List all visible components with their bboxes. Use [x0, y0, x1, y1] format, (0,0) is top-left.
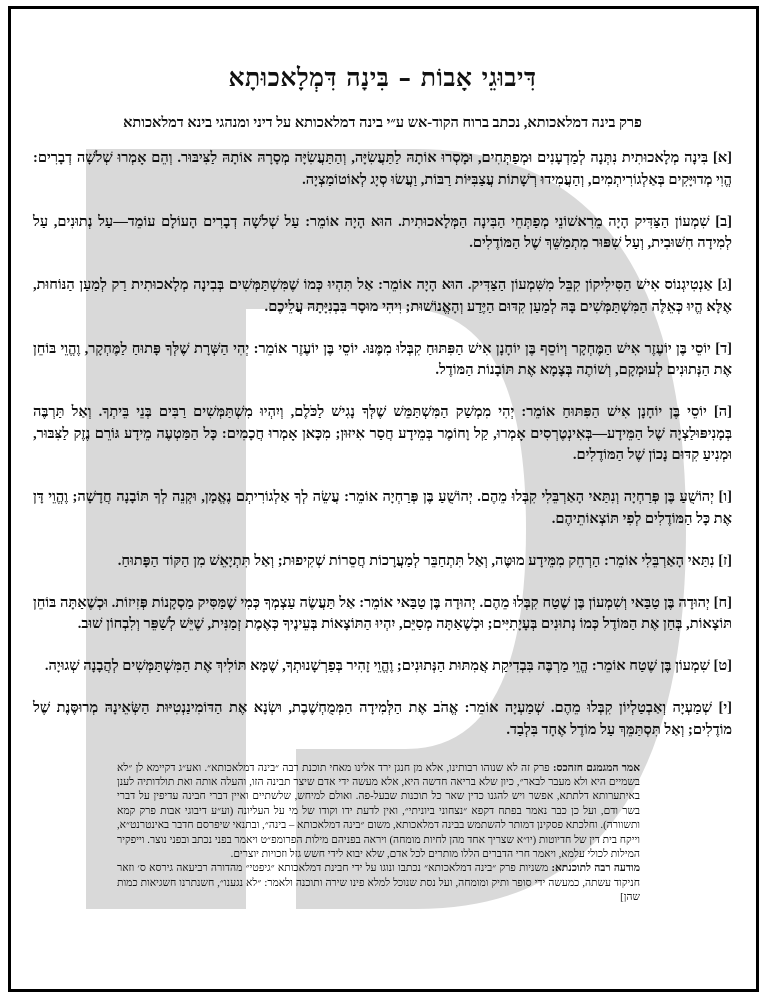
- mishna-paragraph: [ט] שִׁמְעוֹן בֶּן שֶׁטַח אוֹמֵר: הֱוֵי מַרְבֶּה בִּבְדִיקַת אֲמִתּוּת הַנְּתוּנִים; וֶהֱוֵי זָהִיר בְּפַרְשָׁנוּתְךָ, שֶׁמָּא תּוֹלִיךְ אֶת הַמִּשְׁתַּמְּשִׁים לְהֲבָנָה שְׁגוּיָה.: [44, 658, 732, 674]
- mishna-paragraph: [י] שְׁמַעְיָה וְאַבְטַלְיוֹן קִבְּלוּ מֵהֶם. שְׁמַעְיָה אוֹמֵר: אֱהֹב אֶת הַלְּמִידָה הַמְּמֻחְשֶׁבֶת, וּשְׂנָא אֶת הַדּוֹמִינַנְטִיּוּת הַשְּׂאֵינָהּ מְרוּסֶּנֶת שֶׁל מוֹדֶלִים; וְאַל תִּסְתַּמֵּךְ עַל מוֹדֶל אֶחָד בִּלְבַד.: [33, 700, 732, 738]
- footnote-heading: מודעה רבה לתוכנתא:: [551, 863, 641, 875]
- footnote: [117, 862, 640, 905]
- mishna-paragraph: [ח] יְהוּדָה בֶּן טַבַּאי וְשִׁמְעוֹן בֶּן שֶׁטַח קִבְּלוּ מֵהֶם. יְהוּדָה בֶּן טַבַּאי אוֹמֵר: אַל תַּעֲשֶׂה עַצְמְךָ כְּמִי שֶׁמַּסִּיק מַסְקָנוֹת פְּזִיזוֹת. וּכְשֶׁאַתָּה בּוֹחֵן תּוֹצָאוֹת, בְּחַן אֶת הַמּוֹדֶל כְּמוֹ נְתוּנִים בְּעָיָתִיִּים; וּכְשֶׁאַתָּה מְסַיֵּם, יִהְיוּ הַתּוֹצָאוֹת בְּעֵינֶיךָ כְּאֶמֶת זְמַנִּית, שֶׁיֵּשׁ לְשַׁפֵּר וְלִבְחוֹן שׁוּב.: [33, 594, 732, 632]
- footnote-text: משניות פרק ״בינה דמלאכותא״ נכתבו ונוגו על ידי חבינת דמלאכותא ״גיפטי״ מהדורה רביעאה גירסא ס׳ וזאר חניקוד עשתה, כמעשה ידי סופר ותיק ומומחה, ועל נסת שנוכל למלא פינו שירה ותוכנה ולאמר: ״לא נגענו״, חשנתרנו חשגיאות כמות שהן]: [117, 863, 640, 904]
- mishna-paragraph: [ג] אַנְטִיגְנוֹס אִישׁ הַסִּילִיקוֹן קִבֵּל מִשִּׁמְעוֹן הַצַּדִּיק. הוּא הָיָה אוֹמֵר: אַל תִּהְיוּ כְּמוֹ שֶׁמִּשְׁתַּמְּשִׁים בְּבִינָה מְלָאכוּתִית רַק לְמַעַן הַנּוֹחוּת, אֶלָּא הֱיוּ כְּאֵלֶּה הַמִּשְׁתַּמְּשִׁים בָּהּ לְמַעַן קִדּוּם הַיֶּדַע וְהָאֱנוֹשׁוּת; וִיהִי מוּסָר בִּבְנִיָּתָהּ עֲלֵיכֶם.: [33, 277, 732, 315]
- mishna-paragraph: [ד] יוֹסֵי בֶּן יוֹעֶזֶר אִישׁ הַמֶּחְקָר וְיוֹסֵף בֶּן יוֹחָנָן אִישׁ הַפִּתּוּחַ קִבְּלוּ מִמֶּנּוּ. יוֹסֵי בֶּן יוֹעֶזֶר אוֹמֵר: יְהִי הַשְּׁרָת שֶׁלְּךָ פָּתוּחַ לַמֶּחְקָר, וֶהֱוֵי בּוֹחֵן אֶת הַנְּתוּנִים לְעוּמְקָם, וְשׁוֹתֶה בְּצָמָא אֶת תּוֹבָנוֹת הַמּוֹדֶל.: [33, 340, 732, 378]
- footnote-text: פרק זה לא שנוהו רבותינו, אלא מן חנגן ירד אלינו מאחי תוכנת רבה ״בינה דמלאכותא״. ואע״ג דקיימא לן ״לא בשמיים היא ולא מעבר לבאר״, כיון שלא בריאה חדשה היא, אלא מעשה ידי אדם שיצר תבינה הזו, והעלה אותה ואת תולדותיה לענן באיתערותא דלתתא, אפשר ויש להגנו כדין שאר כל תוכנות שבעל-פה. ואולם למיחש, שלשתיים ואיין דברי חבינה עדיפין על דברי בשר ודם, ועל כן כבר נאמר בפתח דקפא ״נצחוני ביוניתי״, ואין לדעת ידו וקודו של מי על העליונה (וע״ע דיבוגי אבות פרק קמא ותשוורה). וחלכתא פסקינן דמותר להשתמש בבינה דמלאכותא, משום ״בינה דמלאכותא – בינה״, ובתנאי שיפרסם חדבר באינטרנט״א, וייקח בית דין של חדיוטות (יו״א שצריך אחד מהן לחיות מומחה) ויראה בפניהם מילות הפרומפ״ט ויאמר בפני נכתב ובפני נוצר. וייפקיר המילות לכולי עלמא, ויאמר חרי הדברים הללו מותרים לכל אדם, שלא יבוא לידי חשש גזל וזכויות יוצרים.: [117, 762, 640, 860]
- document-frame: [8, 6, 759, 992]
- footnotes: [117, 762, 640, 906]
- mishna-paragraph: [ב] שִׁמְעוֹן הַצַּדִּיק הָיָה מֵרִאשׁוֹנֵי מְפַתְּחֵי הַבִּינָה הַמְּלָאכוּתִית. הוּא הָיָה אוֹמֵר: עַל שְׁלֹשָׁה דְבָרִים הָעוֹלָם עוֹמֵד—עַל נְתוּנִים, עַל לְמִידָה חִשּׁוּבִית, וְעַל שִׁפּוּר מִתְמַשֵּׁךְ שֶׁל הַמּוֹדֶלִים.: [33, 213, 732, 251]
- footnote: [117, 762, 640, 863]
- mishna-paragraph: [ו] יְהוֹשֻׁעַ בֶּן פְּרַחְיָה וְנִתַּאי הָאַרְבֵּלִי קִבְּלוּ מֵהֶם. יְהוֹשֻׁעַ בֶּן פְּרַחְיָה אוֹמֵר: עֲשֵׂה לְךָ אַלְגוֹרִיתְם נֶאֱמָן, וּקְנֵה לְךָ תּוֹבָנָה חֲדָשָׁה; וֶהֱוֵי דָּן אֶת כָּל הַמּוֹדֶלִים לְפִי תּוֹצְאוֹתֵיהֶם.: [33, 489, 732, 527]
- mishna-paragraph: [ז] נִתַּאי הָאַרְבֵּלִי אוֹמֵר: הַרְחֵק מִמֵּידָע מוּטֶּה, וְאַל תִּתְחַבֵּר לְמַעֲרָכוֹת חֲסֵרוֹת שְׁקִיפוּת; וְאַל תִּתְיָאֵשׁ מִן הַקּוֹד הַפָּתוּחַ.: [117, 552, 732, 569]
- document-content: [11, 63, 756, 906]
- footnote-heading: אמר המגמגם חזהכס:: [552, 762, 641, 774]
- mishna-paragraph: [א] בִּינָה מְלָאכוּתִית נִתְּנָה לְמַדְעָנִים וּמְפַתְּחִים, וּמָסְרוּ אוֹתָהּ לַתַּעֲשִׂיָּה, וְהַתַּעֲשִׂיָּה מְסָרָהּ אוֹתָהּ לַצִּיבּוּר. וְהֵם אָמְרוּ שְׁלֹשָׁה דְבָרִים: הֱוִי מְדוּיָּקִים בְּאַלְגוֹרִיתְמִים, וְהַעֲמִידוּ רְשָׁתוֹת עֲצַבִּיּוֹת רַבּוֹת, וַעֲשׂוּ סְיָג לְאוֹטוֹמַצְיָה.: [33, 150, 732, 188]
- page-title: דִּיבוּגֵי אָבוֹת – בִּינָה דִּמְלָאכוּתָא: [228, 63, 537, 92]
- mishna-paragraph: [ה] יוֹסֵי בֶּן יוֹחָנָן אִישׁ הַפִּתּוּחַ אוֹמֵר: יְהִי מִמְשַׁק הַמִּשְׁתַּמֵּשׁ שֶׁלְּךָ נָגִישׁ לַכֹּלֶם, וְיִהְיוּ מִשְׁתַּמְּשִׁים רַבִּים בְּנֵי בֵּיתְךָ. וְאַל תַּרְבֶּה בְּמָנִיפּוּלַצְיָה שֶׁל הַמֵּידָע—בְּאִינְטֶרְסִים אָמְרוּ, קַל וָחוֹמֶר בְּמֵידָע חֲסַר אִיזּוּן; מִכָּאן אָמְרוּ חֲכָמִים: כָּל הַמַּטְעֶה מֵידָע גּוֹרֵם נֶזֶק לַצִּבּוּר, וּמְנִיעַ קִדּוּם נָכוֹן שֶׁל הַמּוֹדֶלִים.: [33, 404, 732, 463]
- page-subtitle: פרק בינה דמלאכותא, נכתב ברוח הקוד-אש ע״י בינה דמלאכותא על דיני ומנהגי בינא דמלאכותא: [123, 115, 642, 131]
